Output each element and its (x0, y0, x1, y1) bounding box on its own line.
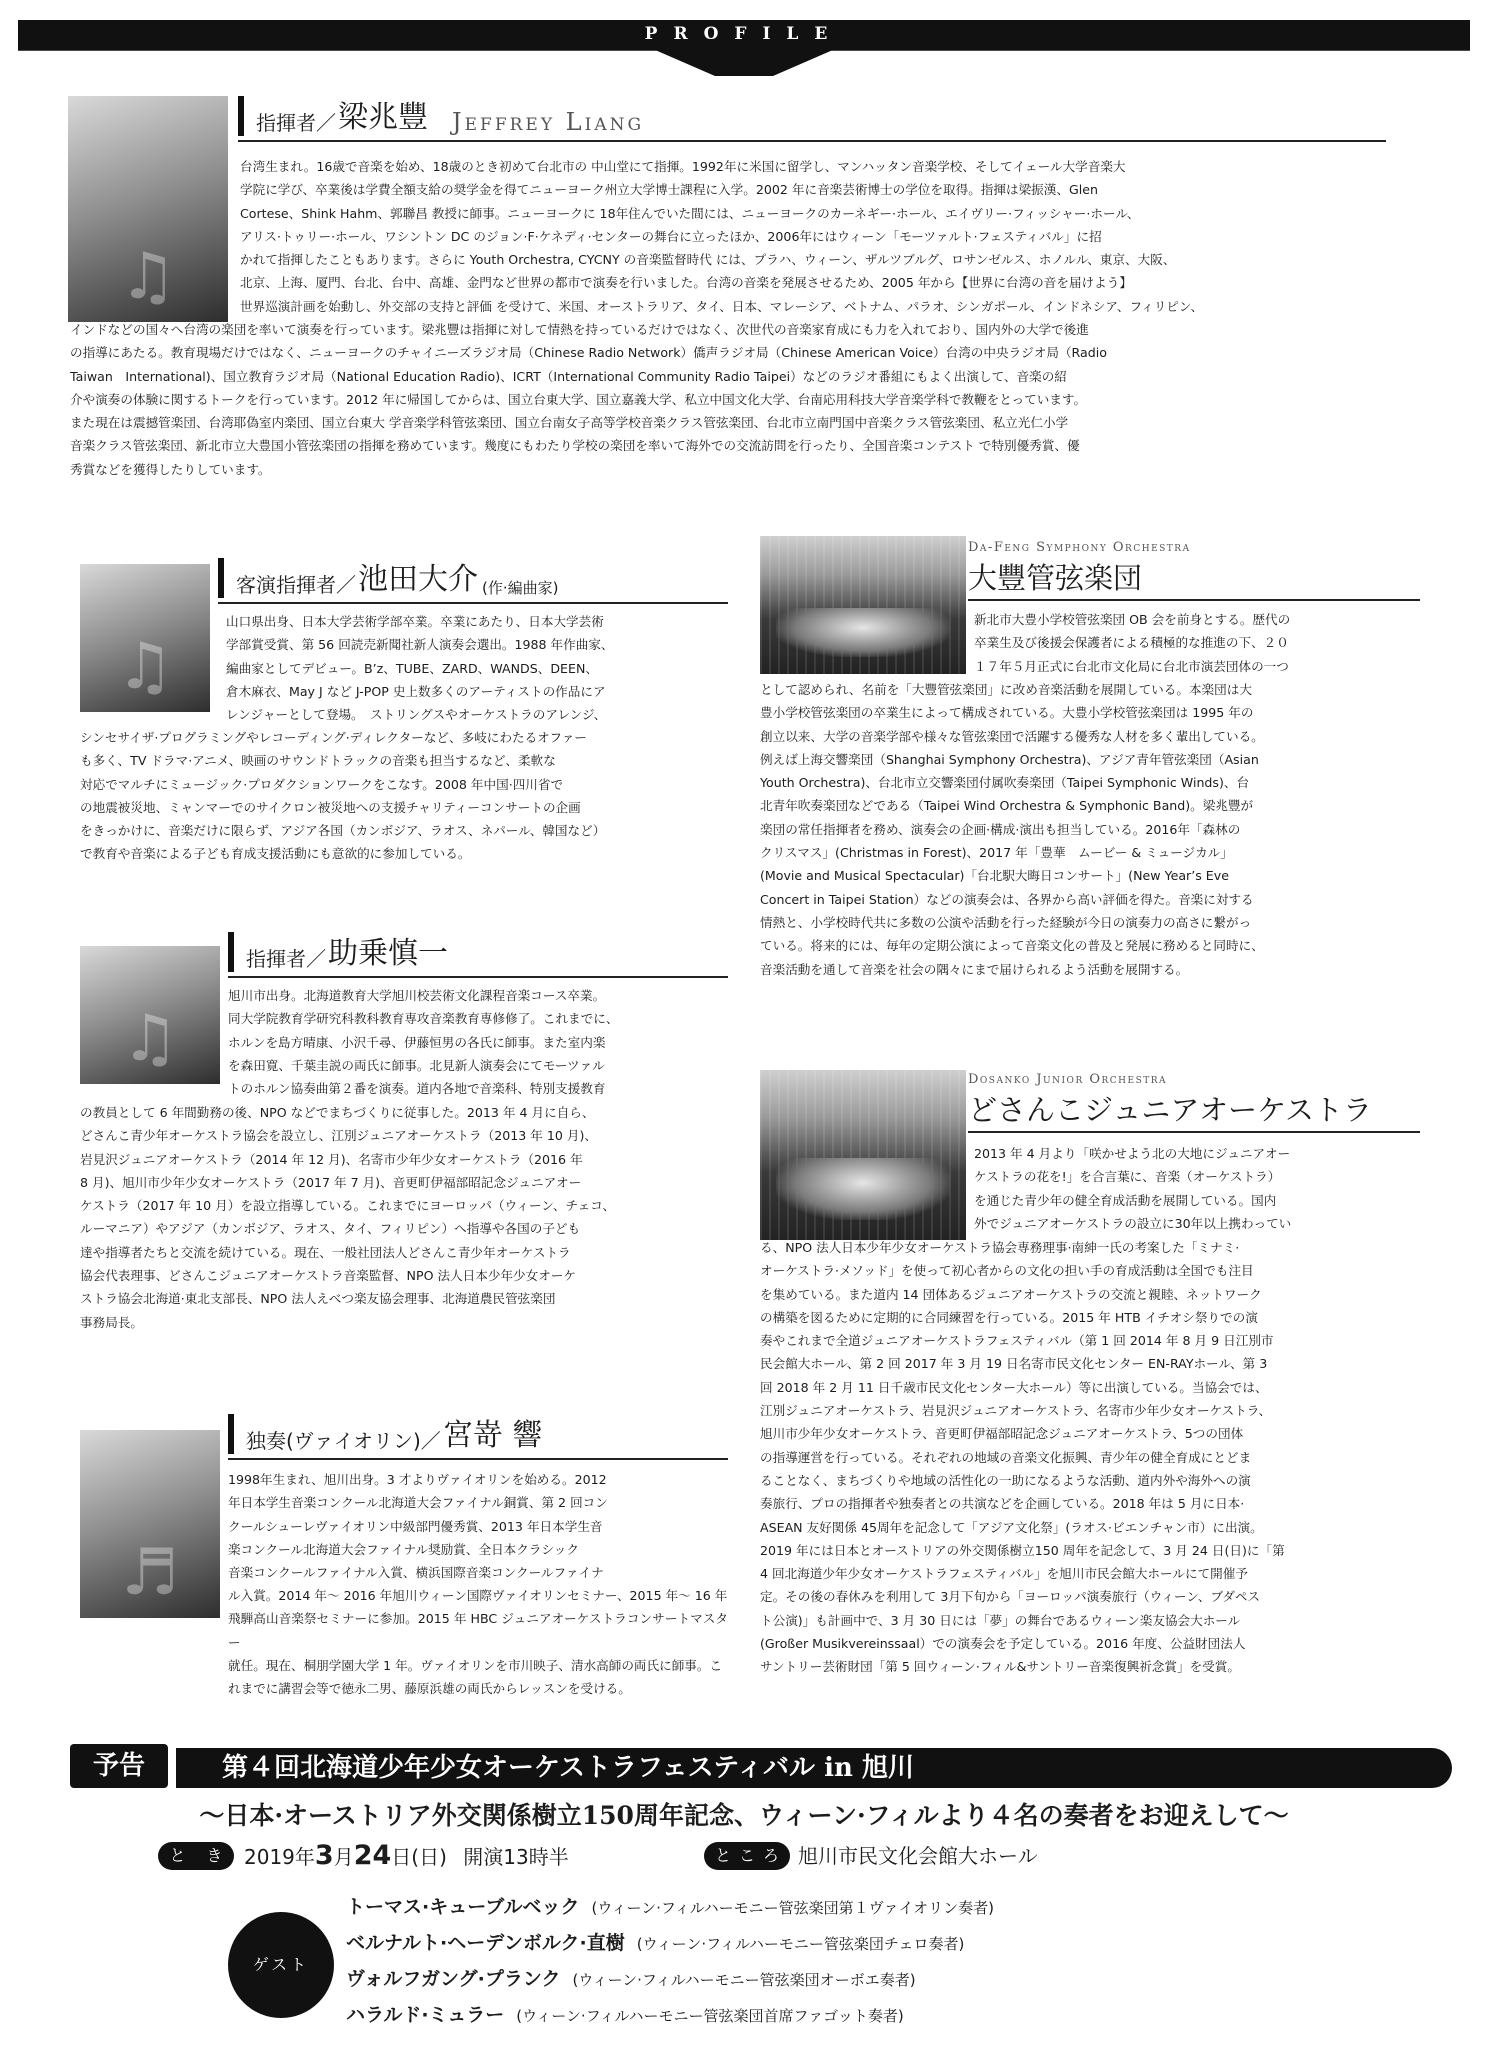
guest-item (346, 2000, 904, 2028)
text-line: レンジャーとして登場。 ストリングスやオーケストラのアレンジ、 (226, 707, 607, 723)
sukenori-photo (80, 946, 220, 1084)
date-month-unit: 月 (333, 1845, 354, 1869)
ikeda-note: (作·編曲家) (482, 579, 559, 597)
text-line: 外でジュニアオーケストラの設立に30年以上携わってい (974, 1215, 1292, 1231)
sukenori-bio-top (228, 984, 728, 1100)
liang-name: 梁兆豐 (338, 100, 428, 135)
text-line: を森田寛、千葉圭説の両氏に師事。北見新人演奏会にてモーツァル (228, 1057, 605, 1073)
text-line: 新北市大豊小学校管弦楽団 OB 会を前身とする。歴代の (974, 612, 1291, 627)
text-line: 豊小学校管弦楽団の卒業生によって構成されている。大豊小学校管弦楽団は 1995 年の (760, 705, 1254, 721)
text-line: 音楽活動を通して音楽を社会の隅々にまで届けられるよう活動を展開する。 (760, 961, 1189, 977)
text-line: サントリー芸術財団「第 5 回ウィーン·フィル&サントリー音楽復興祈念賞」を受賞。 (760, 1659, 1240, 1675)
text-line: 楽コンクール北海道大会ファイナル奨励賞、全日本クラシック (228, 1541, 579, 1557)
text-line: ケストラ（2017 年 10 月）を設立指導している。これまでにヨーロッパ（ウィーン、チェコ、 (80, 1198, 615, 1214)
text-line: 北青年吹奏楽団などである（Taipei Wind Orchestra & Symphonic Band)。梁兆豐が (760, 798, 1254, 814)
text-line: の教員として 6 年間勤務の後、NPO などでまちづくりに従事した。2013 年 4 月に自ら、 (80, 1105, 595, 1120)
text-line: 同大学院教育学研究科教科教育専攻音楽教育専修修了。これまでに、 (228, 1011, 619, 1027)
person-icon: ♫ (119, 240, 177, 314)
text-line: 例えば上海交響楽団（Shanghai Symphony Orchestra)、アジア青年管弦楽団（Asian (760, 751, 1259, 767)
guest-role: (ウィーン·フィルハーモニー管弦楽団チェロ奏者) (636, 1935, 965, 1953)
text-line: 山口県出身、日本大学芸術学部卒業。卒業にあたり、日本大学芸術 (226, 614, 604, 629)
stage-graphic (776, 1158, 949, 1219)
text-line: 奏旅行、プロの指揮者や独奏者との共演などを企画している。2018 年は 5 月に日本· (760, 1496, 1245, 1512)
notice-tag: 予告 (70, 1744, 168, 1788)
miyasaki-role: 独奏(ヴァイオリン)／ (246, 1429, 441, 1453)
dafeng-title: 大豐管弦楽団 (968, 556, 1420, 601)
where-label: ところ (704, 1842, 790, 1870)
ikeda-role: 客演指揮者／ (236, 573, 356, 597)
text-line: 協会代表理事、どさんこジュニアオーケストラ音楽監督、NPO 法人日本少年少女オーケ (80, 1268, 577, 1284)
text-line: を通じた青少年の健全育成活動を展開している。国内 (974, 1192, 1277, 1208)
guest-item (346, 1928, 964, 1956)
sukenori-name: 助乗慎一 (328, 936, 448, 971)
text-line: Cortese、Shink Hahm、郭聯昌 教授に師事。ニューヨークに 18年住んでいた間には、ニューヨークのカーネギー·ホール、エイヴリー·フィッシャー·ホール、 (240, 205, 1140, 221)
text-line: シンセサイザ·プログラミングやレコーディング·ディレクターなど、多岐にわたるオファー (80, 730, 587, 745)
text-line: ト公演)」も計画中で、3 月 30 日には「夢」の舞台であるウィーン楽友協会大ホール (760, 1612, 1241, 1628)
text-line: 年日本学生音楽コンクール北海道大会ファイナル銅賞、第 2 回コン (228, 1495, 608, 1511)
text-line: 達や指導者たちと交流を続けている。現在、一般社団法人どさんこ青少年オーケストラ (80, 1244, 571, 1260)
miyasaki-heading (228, 1414, 728, 1460)
ikeda-bio-bottom (80, 726, 726, 866)
text-line: 編曲家としてデビュー。B’z、TUBE、ZARD、WANDS、DEEN、 (226, 660, 598, 676)
text-line: 旭川市出身。北海道教育大学旭川校芸術文化課程音楽コース卒業。 (228, 988, 606, 1003)
guest-role: (ウィーン·フィルハーモニー管弦楽団第１ヴァイオリン奏者) (591, 1899, 994, 1917)
dosanko-photo (760, 1070, 966, 1240)
text-line: 対応でマルチにミュージック·プロダクションワークをこなす。2008 年中国·四川省で (80, 776, 564, 792)
text-line: ル入賞。2014 年～ 2016 年旭川ウィーン国際ヴァイオリンセミナー、2015 年～ 16 年 (228, 1588, 728, 1603)
text-line: の構築を図るために定期的に合同練習を行っている。2015 年 HTB イチオシ祭りでの演 (760, 1309, 1258, 1325)
text-line: る、NPO 法人日本少年少女オーケストラ協会専務理事·南紳一氏の考案した「ミナミ· (760, 1240, 1240, 1255)
guest-name: ハラルド·ミュラー (346, 2004, 505, 2026)
text-line: 岩見沢ジュニアオーケストラ（2014 年 12 月)、名寄市少年少女オーケストラ（2016 年 (80, 1151, 583, 1167)
text-line: 民会館大ホール、第 2 回 2017 年 3 月 19 日名寄市民文化センター EN-RAYホール、第 3 (760, 1356, 1268, 1372)
dafeng-en-label: Da-Feng Symphony Orchestra (968, 540, 1191, 555)
liang-bio-top (240, 155, 1405, 318)
text-line: どさんこ青少年オーケストラ協会を設立し、江別ジュニアオーケストラ（2013 年 10 月)、 (80, 1128, 597, 1144)
text-line: 奏やこれまで全道ジュニアオーケストラフェスティバル（第 1 回 2014 年 8 月 9 日江別市 (760, 1333, 1274, 1349)
text-line: オーケストラ·メソッド」を使って初心者からの文化の担い手の育成活動は全国でも注目 (760, 1263, 1254, 1279)
date-day: 24 (353, 1840, 392, 1871)
text-line: ルーマニア）やアジア（カンボジア、ラオス、タイ、フィリピン）へ指導や各国の子ども (80, 1221, 581, 1237)
violin-icon: ♬ (121, 1536, 179, 1610)
person-icon: ♫ (116, 630, 174, 704)
text-line: 事務局長。 (80, 1314, 143, 1330)
notice-title: 第４回北海道少年少女オーケストラフェスティバル in 旭川 (176, 1748, 1452, 1788)
text-line: 定。その後の春休みを利用して 3月下旬から「ヨーロッパ演奏旅行（ウィーン、ブダペス (760, 1589, 1261, 1605)
text-line: 秀賞などを獲得したりしています。 (70, 461, 271, 477)
text-line: 2019 年には日本とオーストリアの外交関係樹立150 周年を記念して、3 月 24 日(日)に「第 (760, 1542, 1285, 1558)
text-line: の指導にあたる。教育現場だけではなく、ニューヨークのチャイニーズラジオ局（Chinese Radio Network）僑声ラジオ局（Chinese American Voice）台湾の中央ラジオ局（Radio (70, 345, 1107, 361)
guest-item (346, 1892, 994, 1920)
guest-name: ヴォルフガング·プランク (346, 1968, 561, 1990)
text-line: の指導運営を行っている。それぞれの地域の音楽文化振興、青少年の健全育成にとどま (760, 1449, 1252, 1465)
liang-roman-name: Jeffrey Liang (452, 108, 645, 136)
heading-bar (228, 932, 234, 972)
event-date (244, 1840, 569, 1873)
text-line: また現在は震撼管楽団、台湾耶偽室内楽団、国立台東大 学音楽学科管弦楽団、国立台南女子高等学校音楽クラス管弦楽団、台北市立南門国中音楽クラス管弦楽団、私立光仁小学 (70, 415, 1069, 431)
text-line: を集めている。また道内 14 団体あるジュニアオーケストラの交流と親睦、ネットワーク (760, 1286, 1262, 1302)
person-icon: ♫ (121, 1002, 179, 1076)
miyasaki-bio (228, 1468, 728, 1584)
text-line: も多く、TV ドラマ·アニメ、映画のサウンドトラックの音楽も担当するなど、柔軟な (80, 753, 556, 769)
text-line: ている。将来的には、毎年の定期公演によって音楽文化の普及と発展に務めると同時に、 (760, 938, 1264, 954)
dosanko-bio-bottom (760, 1236, 1405, 1679)
heading-bar (228, 1414, 234, 1454)
text-line: ることなく、まちづくりや地域の活性化の一助になるような活動、道内外や海外への演 (760, 1472, 1251, 1488)
dosanko-bio-top (974, 1142, 1404, 1235)
ikeda-name: 池田大介 (358, 562, 478, 597)
ikeda-photo (80, 564, 210, 712)
date-weekday: 日(日) (391, 1845, 447, 1869)
liang-role: 指揮者／ (256, 111, 336, 135)
text-line: 介や演奏の体験に関するトークを行っています。2012 年に帰国してからは、国立台東大学、国立嘉義大学、私立中国文化大学、台南応用科技大学音楽学科で教鞭をとっています。 (70, 391, 1087, 407)
sukenori-role: 指揮者／ (246, 947, 326, 971)
text-line: 台湾生まれ。16歳で音楽を始め、18歳のとき初めて台北市の 中山堂にて指揮。1992年に米国に留学し、マンハッタン音楽学校、そしてイェール大学音楽大 (240, 159, 1126, 174)
ikeda-bio-top (226, 610, 726, 726)
text-line: ケストラの花を!」を合言葉に、音楽（オーケストラ） (974, 1169, 1281, 1185)
date-year: 2019年 (244, 1845, 315, 1869)
text-line: Taiwan International)、国立教育ラジオ局（National Education Radio)、ICRT（International Community Radio Taipei）などのラジオ番組にもよく出演して、音楽の紹 (70, 368, 1067, 384)
heading-bar (218, 558, 224, 598)
stage-graphic (776, 608, 949, 658)
miyasaki-bio-wide (228, 1584, 728, 1700)
liang-bio-bottom (70, 318, 1405, 481)
guest-item (346, 1964, 916, 1992)
text-line: ホルンを島方晴康、小沢千尋、伊藤恒男の各氏に師事。また室内楽 (228, 1034, 606, 1050)
text-line: クールシューレヴァイオリン中級部門優秀賞、2013 年日本学生音 (228, 1518, 603, 1534)
text-line: 旭川市少年少女オーケストラ、音更町伊福部昭記念ジュニアオーケストラ、5つの団体 (760, 1426, 1244, 1442)
text-line: 1998年生まれ、旭川出身。3 才よりヴァイオリンを始める。2012 (228, 1472, 607, 1487)
when-label: と き (158, 1842, 234, 1870)
dosanko-en-label: Dosanko Junior Orchestra (968, 1072, 1168, 1087)
text-line: Youth Orchestra)、台北市立交響楽団付属吹奏楽団（Taipei Symphonic Winds)、台 (760, 775, 1250, 791)
venue: 旭川市民文化会館大ホール (798, 1844, 1038, 1868)
text-line: 倉木麻衣、May J など J-POP 史上数多くのアーティストの作品にア (226, 683, 606, 699)
dosanko-title: どさんこジュニアオーケストラ (968, 1088, 1420, 1133)
text-line: 就任。現在、桐朋学園大学 1 年。ヴァイオリンを市川映子、清水高師の両氏に師事。こ (228, 1657, 723, 1673)
guest-badge: ゲスト (228, 1912, 334, 2018)
guest-name: トーマス·キューブルベック (346, 1896, 580, 1918)
sukenori-bio-bottom (80, 1101, 728, 1334)
ikeda-heading (218, 558, 728, 604)
text-line: 情熱と、小学校時代共に多数の公演や活動を行った経験が今日の演奏力の高さに繋がっ (760, 914, 1252, 930)
text-line: 8 月)、旭川市少年少女オーケストラ（2017 年 7 月)、音更町伊福部昭記念ジュニアオー (80, 1174, 582, 1190)
text-line: (Großer Musikvereinssaal）での演奏会を予定している。2016 年度、公益財団法人 (760, 1636, 1246, 1652)
dafeng-bio-top (974, 608, 1404, 678)
liang-photo (68, 96, 228, 322)
text-line: の地震被災地、ミャンマーでのサイクロン被災地への支援チャリティーコンサートの企画 (80, 799, 581, 815)
text-line: トのホルン協奏曲第２番を演奏。道内各地で音楽科、特別支援教育 (228, 1081, 606, 1097)
text-line: ストラ協会北海道·東北支部長、NPO 法人えべつ楽友協会理事、北海道農民管弦楽団 (80, 1291, 556, 1307)
guest-role: (ウィーン·フィルハーモニー管弦楽団首席ファゴット奏者) (516, 2007, 904, 2025)
text-line: 2013 年 4 月より「咲かせよう北の大地にジュニアオー (974, 1146, 1291, 1161)
text-line: (Movie and Musical Spectacular)「台北駅大晦日コンサート」(New Year’s Eve (760, 868, 1229, 884)
start-time: 開演13時半 (463, 1845, 569, 1869)
liang-heading (238, 96, 1386, 142)
date-month: 3 (314, 1840, 334, 1871)
page-title: PROFILE (644, 24, 844, 44)
text-line: 創立以来、大学の音楽学部や様々な管弦楽団で活躍する優秀な人材を多く輩出している。 (760, 728, 1264, 744)
text-line: 飛騨高山音楽祭セミナーに参加。2015 年 HBC ジュニアオーケストラコンサートマスター (228, 1611, 728, 1650)
text-line: 回 2018 年 2 月 11 日千歳市民文化センター大ホール）等に出演している。当協会では、 (760, 1379, 1268, 1395)
text-line: ASEAN 友好関係 45周年を記念して「アジア文化祭」(ラオス·ビエンチャン市）に出演。 (760, 1519, 1263, 1535)
text-line: れまでに講習会等で徳永二男、藤原浜雄の両氏からレッスンを受ける。 (228, 1681, 631, 1697)
text-line: で教育や音楽による子ども育成支援活動にも意欲的に参加している。 (80, 846, 471, 862)
dafeng-bio-bottom (760, 678, 1405, 981)
text-line: 楽団の常任指揮者を務め、演奏会の企画·構成·演出も担当している。2016年「森林の (760, 821, 1241, 837)
sukenori-heading (228, 932, 728, 978)
guest-role: (ウィーン·フィルハーモニー管弦楽団オーボエ奏者) (572, 1971, 916, 1989)
miyasaki-photo (80, 1430, 220, 1618)
text-line: 北京、上海、厦門、台北、台中、高雄、金門など世界の都市で演奏を行いました。台湾の音楽を発展させるため、2005 年から【世界に台湾の音を届けよう】 (240, 275, 1132, 291)
text-line: 音楽クラス管弦楽団、新北市立大豊国小管弦楽団の指揮を務めています。幾度にもわたり学校の楽団を率いて海外での交流訪問を行ったり、全国音楽コンテスト で特別優秀賞、優 (70, 438, 1080, 454)
miyasaki-name: 宮嵜 響 (442, 1418, 543, 1453)
text-line: 世界巡演計画を始動し、外交部の支持と評価 を受けて、米国、オーストラリア、タイ、日本、マレーシア、ベトナム、パラオ、シンガポール、インドネシア、フィリピン、 (240, 298, 1204, 314)
text-line: かれて指揮したこともあります。さらに Youth Orchestra, CYCNY の音楽監督時代 には、プラハ、ウィーン、ザルツブルグ、ロサンゼルス、ホノルル、東京、大阪、 (240, 252, 1176, 268)
text-line: 江別ジュニアオーケストラ、岩見沢ジュニアオーケストラ、名寄市少年少女オーケストラ、 (760, 1403, 1272, 1419)
text-line: 4 回北海道少年少女オーケストラフェスティバル」を旭川市民会館大ホールにて開催予 (760, 1566, 1248, 1582)
text-line: をきっかけに、音楽だけに限らず、アジア各国（カンボジア、ラオス、ネパール、韓国など） (80, 823, 606, 839)
text-line: インドなどの国々へ台湾の楽団を率いて演奏を行っています。梁兆豐は指揮に対して情熱を持っているだけではなく、次世代の音楽家育成にも力を入れており、国内外の大学で後進 (70, 322, 1089, 337)
dafeng-photo (760, 536, 966, 674)
text-line: 学部賞受賞、第 56 回読売新聞社新人演奏会選出。1988 年作曲家、 (226, 637, 614, 653)
guest-name: ベルナルト·ヘーデンボルク·直樹 (346, 1932, 625, 1954)
text-line: 卒業生及び後援会保護者による積極的な推進の下、２０ (974, 635, 1289, 651)
heading-bar (238, 96, 244, 136)
text-line: として認められ、名前を「大豐管弦楽団」に改め音楽活動を展開している。本楽団は大 (760, 682, 1252, 697)
text-line: 音楽コンクールファイナル入賞、横浜国際音楽コンクールファイナ (228, 1565, 604, 1581)
text-line: クリスマス」(Christmas in Forest)、2017 年「豊華 ムービー & ミュージカル」 (760, 845, 1233, 861)
notice-subtitle: 〜日本·オーストリア外交関係樹立150周年記念、ウィーン·フィルより４名の奏者をお迎えして〜 (199, 1801, 1289, 1830)
text-line: 学院に学び、卒業後は学費全額支給の奨学金を得てニューヨーク州立大学博士課程に入学。2002 年に音楽芸術博士の学位を取得。指揮は梁振漢、Glen (240, 182, 1098, 198)
text-line: アリス·トゥリー·ホール、ワシントン DC のジョン·F·ケネディ·センターの舞台に立ったほか、2006年にはウィーン「モーツァルト·フェスティバル」に招 (240, 228, 1102, 244)
text-line: １７年５月正式に台北市文化局に台北市演芸団体の一つ (974, 658, 1289, 674)
text-line: Concert in Taipei Station）などの演奏会は、各界から高い評価を得た。音楽に対する (760, 891, 1254, 907)
